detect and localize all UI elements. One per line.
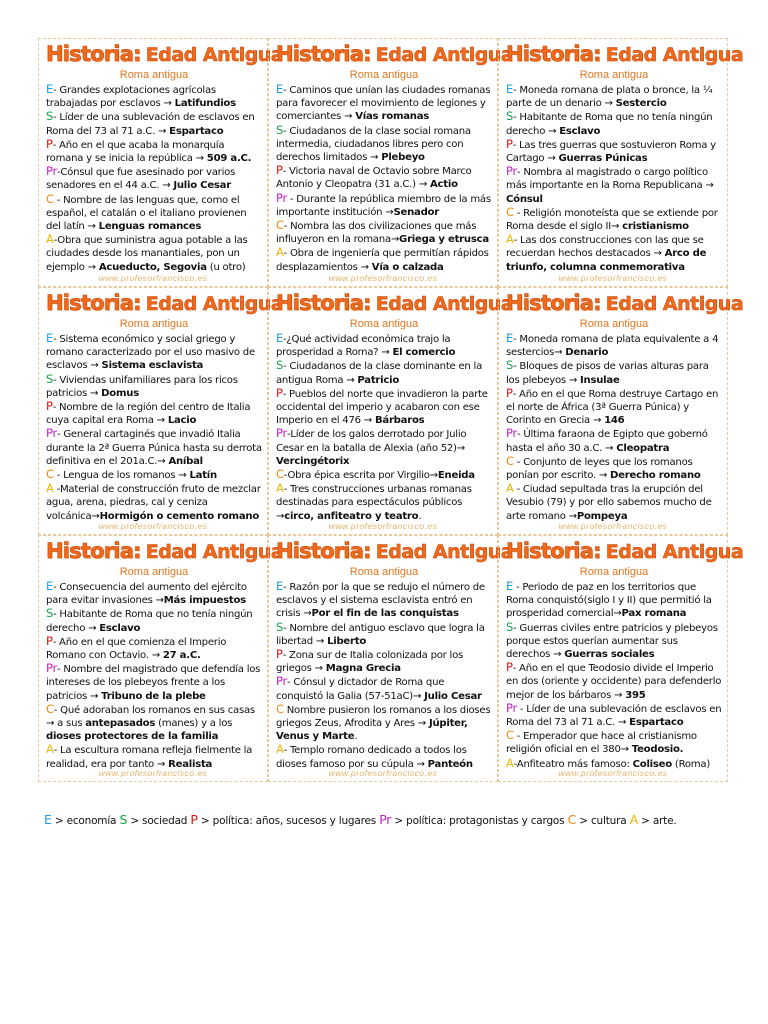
card-title-era: Edad Antigua [145, 44, 284, 66]
question-text: - Emperador que hace al cristianismo religión oficial en el 380→ [506, 731, 697, 756]
answer-tail: . [418, 510, 422, 522]
category-key: P [276, 163, 283, 178]
question-text: - Nombra al magistrado o cargo político más importante en la Roma Republicana → [506, 167, 714, 192]
question-text: - La escultura romana refleja fielmente la realidad, era por tanto → [46, 745, 253, 770]
legend-key: A [629, 812, 638, 827]
answer-text: Guerras Púnicas [558, 153, 648, 165]
entry-p [506, 661, 722, 702]
question-text: - Ciudadanos de la clase social romana intermedia, ciudadanos libres pero con derechos limitados → [276, 125, 471, 164]
answer-text: Coliseo [632, 758, 672, 770]
entry-e [276, 83, 492, 124]
question-text: - Zona sur de Italia colonizada por los griegos → [276, 650, 464, 675]
entry-a [506, 482, 722, 523]
question-text: - Nombre de la región del centro de Italia cuya capital era Roma → [46, 402, 251, 427]
entry-s [506, 621, 722, 662]
question-text: -Cónsul que fue asesinado por varios senadores en el 44 a.C. → [46, 167, 236, 192]
card-title-main: Historia: [276, 539, 371, 563]
category-key: E [276, 579, 284, 593]
category-key: S [276, 619, 284, 634]
entry-e [46, 580, 262, 607]
category-key: S [276, 122, 284, 137]
card-title-main: Historia: [276, 42, 371, 66]
question-text: - Pueblos del norte que invadieron la parte occidental del imperio y acabaron con ese Imperio en el 476 → [276, 388, 488, 427]
card-title-main: Historia: [506, 42, 601, 66]
category-key: Pr [276, 426, 287, 441]
question-text: - Guerras civiles entre patricios y plebeyos porque estos querían aumentar sus derechos → [506, 622, 718, 661]
answer-text: circo, anfiteatro y teatro [284, 510, 419, 522]
card-row [38, 535, 744, 782]
category-key: P [506, 385, 513, 400]
entry-s [506, 359, 722, 386]
answer-text: Vercingétorix [276, 455, 350, 467]
entry-c [506, 206, 722, 233]
answer-text: Acueducto, Segovia [98, 261, 207, 273]
category-key: S [276, 358, 284, 373]
card-title-main: Historia: [276, 291, 371, 315]
card-footer-url: www.profesorfrancisco.es [98, 273, 208, 283]
answer-text: Derecho romano [610, 470, 701, 482]
answer-tail: (Roma) [671, 758, 711, 770]
question-text: - Conjunto de leyes que los romanos ponían por escrito. → [506, 456, 693, 482]
legend-key: Pr [379, 812, 392, 827]
card-footer-url: www.profesorfrancisco.es [98, 768, 208, 778]
question-text: - Lengua de los romanos → [53, 470, 190, 482]
card [498, 287, 744, 535]
entry-e [276, 580, 492, 621]
category-key: Pr [46, 661, 57, 676]
category-key: P [276, 647, 283, 662]
category-key: P [276, 385, 283, 400]
legend-label: > política: protagonistas y cargos [391, 815, 568, 827]
entry-c [506, 729, 722, 756]
card-subtitle: Roma antigua [579, 566, 649, 578]
category-key: E [46, 579, 54, 593]
card-title-era: Edad Antigua [145, 541, 284, 563]
category-key: E [276, 82, 284, 96]
card-footer-url: www.profesorfrancisco.es [558, 273, 668, 283]
entry-s [506, 110, 722, 137]
category-key: A [506, 755, 514, 770]
card-title-era: Edad Antigua [375, 293, 514, 315]
answer-text: Insulae [580, 374, 620, 386]
card-subtitle: Roma antigua [579, 318, 649, 330]
answer-text: Griega y etrusca [399, 234, 489, 246]
entry-p [276, 164, 492, 191]
question-text: - Cónsul y dictador de Roma que conquistó la Galia (57-51aC)→ [276, 677, 445, 702]
card-row [38, 38, 744, 287]
answer-text: Pax romana [621, 608, 687, 620]
entry-a [276, 482, 492, 523]
category-key: S [506, 358, 514, 373]
entry-s [46, 607, 262, 634]
question-text: - Líder de una sublevación de esclavos en Roma del 73 al 71 a.C. → [46, 112, 255, 137]
category-key: E [506, 331, 514, 345]
category-key: A [276, 245, 284, 260]
card [38, 38, 284, 287]
category-key: C [276, 467, 284, 482]
answer-text: Bárbaros [374, 415, 425, 427]
answer-text: 395 [625, 689, 646, 701]
category-key: Pr [276, 190, 287, 205]
answer-text: Sistema esclavista [101, 360, 204, 372]
card-footer-url: www.profesorfrancisco.es [328, 273, 438, 283]
category-key: P [506, 660, 513, 675]
card-title-main: Historia: [506, 291, 601, 315]
answer-text: antepasados [85, 718, 156, 730]
answer-text: Júpiter, Venus y Marte [276, 718, 468, 743]
entry-e [46, 332, 262, 373]
entry-pr [46, 165, 262, 192]
question-text: - Ciudadanos de la clase dominante en la antigua Roma → [276, 361, 483, 386]
question-text: - Última faraona de Egipto que gobernó hasta el año 30 a.C. → [506, 429, 708, 454]
question-text: - Obra de ingeniería que permitían rápidos desplazamientos → [276, 248, 489, 273]
answer-tail: (u otro) [206, 261, 246, 273]
answer-text: Eneida [437, 470, 475, 482]
question-text: - Durante la república miembro de la más importante institución → [276, 193, 491, 218]
category-key: S [46, 371, 54, 386]
question-text: - Tres construcciones urbanas romanas destinadas para espectáculos públicos → [276, 484, 472, 522]
question-text: -Obra que suministra agua potable a las ciudades desde los manantiales, pon un ejemplo → [46, 235, 248, 273]
legend-label: > economía [51, 815, 120, 827]
entry-p [46, 635, 262, 662]
category-key: C [46, 467, 54, 482]
card-title [46, 41, 284, 67]
legend-label: > sociedad [127, 815, 191, 827]
entry-s [46, 373, 262, 400]
category-key: Pr [506, 700, 517, 715]
entry-a [46, 482, 262, 523]
card [38, 287, 284, 535]
legend-key: P [190, 812, 198, 827]
question-text: - Grandes explotaciones agrícolas trabajadas por esclavos → [46, 85, 216, 110]
entry-c [276, 703, 492, 744]
category-key: Pr [506, 164, 517, 179]
card-footer-url: www.profesorfrancisco.es [558, 768, 668, 778]
answer-text: Senador [393, 206, 439, 218]
card-title-era: Edad Antigua [605, 541, 744, 563]
question-text: -¿Qué actividad económica trajo la prosperidad a Roma? → [276, 334, 451, 359]
category-key: P [46, 399, 53, 414]
answer-text: Lenguas romances [98, 221, 202, 233]
question-text: - Templo romano dedicado a todos los dioses famoso por su cúpula → [276, 745, 467, 770]
answer-text: Aníbal [168, 455, 203, 467]
category-key: S [506, 619, 514, 634]
category-key: A [276, 742, 284, 757]
category-key: P [506, 136, 513, 151]
entry-pr [506, 427, 722, 454]
card [498, 38, 744, 287]
entry-c [46, 193, 262, 234]
entry-pr [506, 702, 722, 729]
entry-c [506, 455, 722, 482]
answer-text: Arco de triunfo, columna conmemorativa [506, 248, 707, 273]
legend-key: E [44, 812, 52, 827]
category-key: S [506, 109, 514, 124]
card [38, 535, 284, 782]
category-key: P [46, 136, 53, 151]
card-title-era: Edad Antigua [375, 44, 514, 66]
entry-c [46, 703, 262, 744]
question-text: - Victoria naval de Octavio sobre Marco Antonio y Cleopatra (31 a.C.) → [276, 166, 472, 191]
answer-text: 146 [604, 415, 625, 427]
category-key: C [276, 218, 284, 233]
card-title [506, 290, 744, 316]
entry-c [276, 219, 492, 246]
category-key: C [46, 191, 54, 206]
entry-p [276, 648, 492, 675]
answer-text: Sestercio [615, 98, 667, 110]
answer-text: Realista [168, 758, 213, 770]
card [498, 535, 744, 782]
card [268, 38, 514, 287]
entry-e [276, 332, 492, 359]
category-key: C [46, 701, 54, 716]
answer-text: Panteón [427, 758, 473, 770]
card-title [276, 41, 514, 67]
category-key: Pr [46, 164, 57, 179]
answer-text: Tribuno de la plebe [101, 690, 206, 702]
question-text: - Moneda romana de plata o bronce, la ¼ parte de un denario → [506, 85, 713, 110]
question-text: - Qué adoraban los romanos en sus casas → a sus [46, 704, 255, 730]
legend-key: C [567, 812, 577, 827]
category-key: E [46, 331, 54, 345]
question-text: - Año en el que Teodosio divide el Imperio en dos (oriente y occidente) para defenderlo mejor de los bárbaros → [506, 663, 722, 701]
entry-a [46, 743, 262, 770]
card-grid [38, 38, 744, 782]
category-key: A [276, 481, 284, 496]
entry-pr [506, 165, 722, 206]
entry-p [506, 387, 722, 428]
card-title-main: Historia: [46, 291, 141, 315]
question-text: - Nombre de las lenguas que, como el español, el catalán o el italiano provienen del latín → [46, 194, 247, 233]
entry-a [276, 246, 492, 273]
answer-text: Lacio [167, 415, 197, 427]
question-text: - Religión monoteísta que se extiende por Roma desde el siglo II→ [506, 207, 718, 233]
answer-text: Vías romanas [355, 111, 430, 123]
category-key: A [506, 481, 514, 496]
question-text: - Las tres guerras que sostuvieron Roma y Cartago → [506, 139, 716, 165]
category-key: A [46, 481, 54, 496]
category-key: S [46, 109, 54, 124]
answer-text: Esclavo [559, 125, 601, 137]
legend-label: > arte. [637, 815, 677, 827]
answer-text: Liberto [327, 635, 367, 647]
question-text: - General cartaginés que invadió Italia durante la 2ª Guerra Púnica hasta su derrota definitiva en el 201a.C.→ [46, 429, 262, 467]
answer-text: cristianismo [622, 221, 689, 233]
entry-p [506, 138, 722, 165]
entry-a [506, 233, 722, 274]
answer-text: Latín [189, 470, 217, 482]
entry-c [276, 468, 492, 482]
category-key: C [506, 204, 514, 219]
category-key: A [46, 232, 54, 247]
answer-text: 27 a.C. [162, 650, 201, 662]
answer-tail: (manes) y a los [155, 718, 233, 730]
answer-text: El comercio [392, 347, 456, 359]
entry-p [46, 400, 262, 427]
answer-text: Guerras sociales [564, 649, 655, 661]
category-key: E [506, 579, 514, 593]
card-subtitle: Roma antigua [119, 318, 189, 330]
category-key: Pr [46, 426, 57, 441]
card-title-era: Edad Antigua [375, 541, 514, 563]
card-title [276, 538, 514, 564]
category-key: C [276, 701, 284, 716]
question-text: -Líder de los galos derrotado por Julio Cesar en la batalla de Alexia (año 52)→ [276, 429, 467, 454]
card-title-main: Historia: [506, 539, 601, 563]
answer-text: Más impuestos [163, 595, 246, 607]
answer-text: Latifundios [174, 98, 236, 110]
question-text: -Anfiteatro más famoso: [513, 758, 633, 770]
answer-text: Julio Cesar [173, 180, 231, 192]
answer-text: Denario [565, 347, 609, 359]
card [268, 535, 514, 782]
question-text: - Año en el que Roma destruye Cartago en el norte de África (3ª Guerra Púnica) y Corinto en Grecia → [506, 388, 719, 427]
category-key: C [506, 728, 514, 743]
category-key: A [46, 742, 54, 757]
question-text: Nombre pusieron los romanos a los dioses griegos Zeus, Afrodita y Ares → [276, 704, 491, 730]
entry-pr [276, 675, 492, 702]
card-title [276, 290, 514, 316]
entry-e [506, 332, 722, 359]
category-key: Pr [276, 674, 287, 689]
question-text: - Año en el que comienza el Imperio Romano con Octavio. → [46, 636, 227, 662]
question-text: - Viviendas unifamiliares para los ricos patricios → [46, 374, 238, 399]
card-row [38, 287, 744, 535]
category-key: C [506, 453, 514, 468]
card-subtitle: Roma antigua [349, 318, 419, 330]
card-title [46, 538, 284, 564]
entry-e [46, 83, 262, 110]
legend-label: > política: años, sucesos y lugares [197, 815, 380, 827]
answer-text: Por el fin de las conquistas [311, 608, 459, 620]
answer-text: Actio [430, 179, 458, 191]
question-text: - Líder de una sublevación de esclavos en Roma del 73 al 71 a.C. → [506, 703, 722, 729]
card-footer-url: www.profesorfrancisco.es [558, 521, 668, 531]
card-title-main: Historia: [46, 42, 141, 66]
card-title-era: Edad Antigua [605, 293, 744, 315]
card-subtitle: Roma antigua [579, 69, 649, 81]
answer-text: Cónsul [506, 193, 543, 205]
card-subtitle: Roma antigua [349, 69, 419, 81]
entry-s [276, 124, 492, 165]
category-key: S [46, 606, 54, 621]
answer-text: Pompeya [576, 510, 628, 522]
question-text: -Obra épica escrita por Virgilio→ [283, 470, 438, 482]
answer-text: Domus [101, 387, 139, 399]
question-text: - Habitante de Roma que no tenía ningún derecho → [46, 609, 253, 634]
question-text: - Sistema económico y social griego y romano caracterizado por el uso masivo de esclavos → [46, 334, 255, 372]
answer-text: Cleopatra [616, 442, 670, 454]
answer-text: Teodosio. [631, 744, 684, 756]
answer-text: Vía o calzada [371, 261, 444, 273]
entry-pr [46, 427, 262, 468]
answer-text: Magna Grecia [325, 663, 401, 675]
answer-text: Plebeyo [381, 152, 425, 164]
entry-pr [276, 427, 492, 468]
entry-s [276, 621, 492, 648]
question-text: -Material de construcción fruto de mezclar agua, arena, piedras, cal y ceniza volcánica→ [46, 484, 261, 522]
card-subtitle: Roma antigua [119, 69, 189, 81]
question-text: - Bloques de pisos de varias alturas para los plebeyos → [506, 361, 709, 386]
entry-e [506, 83, 722, 110]
card-subtitle: Roma antigua [119, 566, 189, 578]
entry-e [506, 580, 722, 621]
entry-p [276, 387, 492, 428]
answer-text: Espartaco [169, 125, 224, 137]
category-key: E [506, 82, 514, 96]
question-text: - Razón por la que se redujo el número de esclavos y el sistema esclavista entró en crisis → [276, 582, 485, 620]
question-text: - Habitante de Roma que no tenía ningún derecho → [506, 112, 713, 137]
entry-p [46, 138, 262, 165]
entry-pr [276, 192, 492, 219]
entry-pr [46, 662, 262, 703]
question-text: - Ciudad sepultada tras la erupción del Vesubio (79) y por ello sabemos mucho de arte romano → [506, 484, 712, 522]
card-subtitle: Roma antigua [349, 566, 419, 578]
legend [44, 812, 677, 827]
entry-a [46, 233, 262, 274]
question-text: - Las dos construcciones con las que se recuerdan hechos destacados → [506, 235, 704, 260]
answer-text: Espartaco [629, 717, 684, 729]
answer-text: Hormigón o cemento romano [99, 510, 260, 522]
legend-label: > cultura [576, 815, 630, 827]
answer-text: Julio Cesar [424, 690, 482, 702]
category-key: E [276, 331, 284, 345]
answer-text-2: dioses protectores de la familia [46, 731, 219, 743]
question-text: - Caminos que unían las ciudades romanas para favorecer el movimiento de legiones y comerciantes → [276, 85, 491, 123]
question-text: - Nombra las dos civilizaciones que más influyeron en la romana→ [276, 221, 477, 246]
question-text: - Moneda romana de plata equivalente a 4 sestercios→ [506, 334, 719, 359]
card-footer-url: www.profesorfrancisco.es [328, 521, 438, 531]
question-text: - Consecuencia del aumento del ejército para evitar invasiones → [46, 582, 247, 607]
answer-text: Patricio [357, 374, 400, 386]
entry-s [276, 359, 492, 386]
question-text: - Año en el que acaba la monarquía romana y se inicia la república → [46, 139, 225, 165]
card-footer-url: www.profesorfrancisco.es [328, 768, 438, 778]
entry-s [46, 110, 262, 137]
question-text: - Nombre del magistrado que defendía los intereses de los plebeyos frente a los patricios → [46, 664, 261, 702]
answer-tail: . [354, 731, 358, 743]
card-title [506, 41, 744, 67]
answer-text: Esclavo [99, 622, 141, 634]
question-text: - Periodo de paz en los territorios que Roma conquistó(siglo I y II) que permitió la prosperidad comercial→ [506, 582, 712, 620]
entry-a [276, 743, 492, 770]
category-key: P [46, 633, 53, 648]
card-title-era: Edad Antigua [605, 44, 744, 66]
card-title-main: Historia: [46, 539, 141, 563]
question-text: - Nombre del antiguo esclavo que logra la libertad → [276, 622, 485, 647]
category-key: E [46, 82, 54, 96]
entry-c [46, 468, 262, 482]
legend-key: S [119, 812, 128, 827]
category-key: A [506, 232, 514, 247]
card [268, 287, 514, 535]
answer-text: 509 a.C. [206, 153, 252, 165]
card-footer-url: www.profesorfrancisco.es [98, 521, 208, 531]
card-title [46, 290, 284, 316]
card-title [506, 538, 744, 564]
card-title-era: Edad Antigua [145, 293, 284, 315]
category-key: Pr [506, 426, 517, 441]
